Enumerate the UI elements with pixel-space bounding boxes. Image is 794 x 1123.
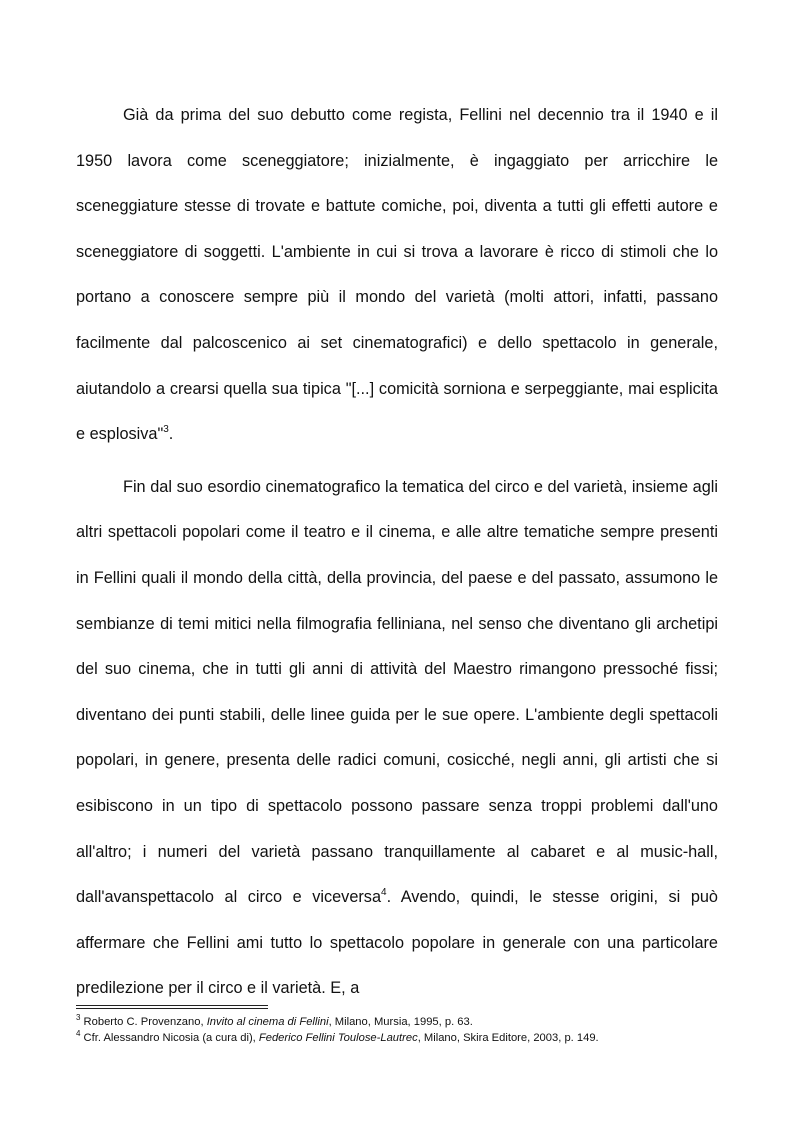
footnote-4-number: 4 — [76, 1029, 81, 1038]
paragraph-2-text: Fin dal suo esordio cinematografico la tematica del circo e del varietà, insieme agli altri spettacoli popolari come il teatro e il cinema, e alle altre tematiche sempre presenti in Fellini quali il mondo della città, della provincia, del paese e del passato, assumono le sembianze di temi mitici nella filmografia felliniana, nel senso che diventano gli archetipi del suo cinema, che in tutti gli anni di attività del Maestro rimangono pressoché fissi; diventano dei punti stabili, delle linee guida per le sue opere. L'ambiente degli spettacoli popolari, in genere, presenta delle radici comuni, cosicché, negli anni, gli artisti che si esibiscono in un tipo di spettacolo possono passare senza troppi problemi dall'uno all'altro; i numeri del varietà passano tranquillamente al cabaret e al music-hall, dall'avanspettacolo al circo e viceversa — [76, 477, 718, 907]
footnote-4-pre: Cfr. Alessandro Nicosia (a cura di), — [80, 1032, 259, 1044]
footnote-3-title: Invito al cinema di Fellini — [206, 1016, 329, 1028]
footnote-3 — [76, 1014, 736, 1030]
paragraph-2 — [76, 465, 718, 1012]
paragraph-1 — [76, 93, 718, 458]
footnote-3-number: 3 — [76, 1013, 81, 1022]
paragraph-2-end: . Avendo, quindi, le stesse origini, si può affermare che Fellini ami tutto lo spettacolo popolare in generale con una particolare predilezione per il circo e il varietà. E, a — [76, 888, 718, 998]
main-text — [76, 93, 718, 1012]
paragraph-1-end: . — [168, 425, 174, 444]
footnote-separator — [76, 1005, 268, 1009]
footnote-4-post: , Milano, Skira Editore, 2003, p. 149. — [417, 1032, 599, 1044]
footnote-ref-3[interactable]: 3 — [163, 424, 169, 436]
footnote-4-title: Federico Fellini Toulose-Lautrec — [258, 1032, 418, 1044]
footnotes — [76, 1014, 736, 1046]
footnote-3-pre: Roberto C. Provenzano, — [80, 1016, 207, 1028]
footnote-3-post: , Milano, Mursia, 1995, p. 63. — [328, 1016, 473, 1028]
paragraph-1-text: Già da prima del suo debutto come regista, Fellini nel decennio tra il 1940 e il 1950 lavora come sceneggiatore; inizialmente, è ingaggiato per arricchire le sceneggiature stesse di trovate e battute comiche, poi, diventa a tutti gli effetti autore e sceneggiatore di soggetti. L'ambiente in cui si trova a lavorare è ricco di stimoli che lo portano a conoscere sempre più il mondo del varietà (molti attori, infatti, passano facilmente dal palcoscenico ai set cinematografici) e dello spettacolo in generale, aiutandolo a crearsi quella sua tipica "[...] comicità sorniona e serpeggiante, mai esplicita e esplosiva" — [76, 106, 718, 444]
footnote-ref-4[interactable]: 4 — [381, 887, 387, 899]
footnote-4 — [76, 1030, 736, 1046]
